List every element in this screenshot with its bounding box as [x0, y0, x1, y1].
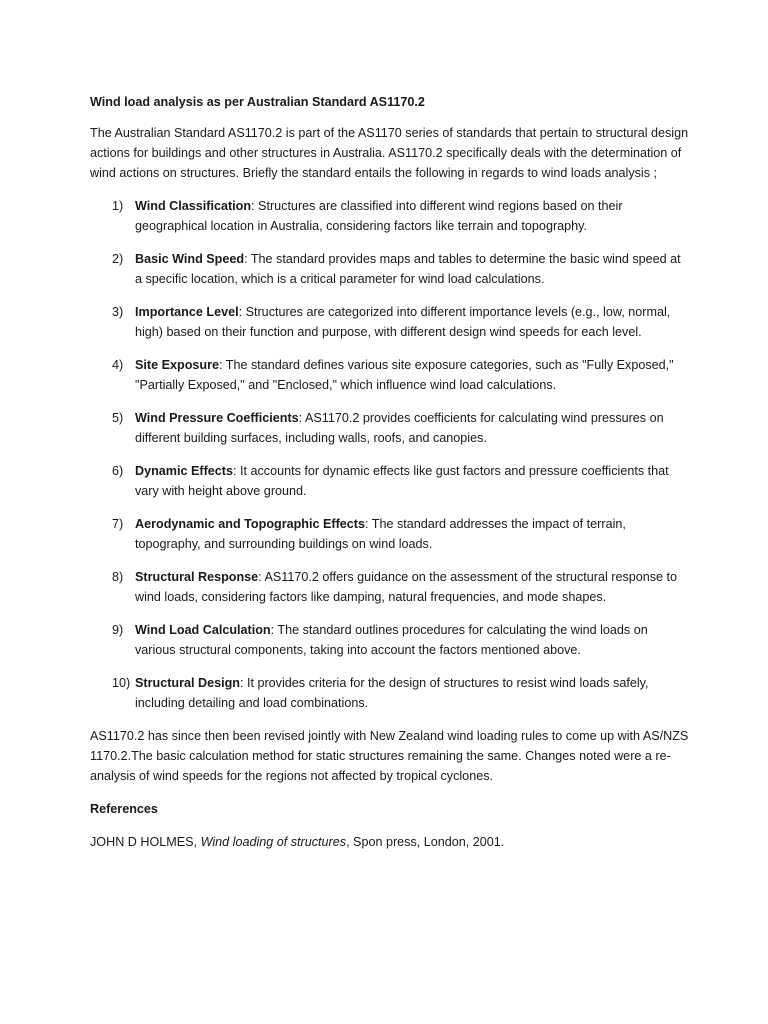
closing-paragraph: AS1170.2 has since then been revised jointly with New Zealand wind loading rules to come up with AS/NZS 1170.2.The basic calculation method for static structures remaining the same. Changes noted were a re-analysis of wind speeds for the regions not affected by tropical cyclones. [90, 729, 689, 783]
list-item-text: : The standard defines various site exposure categories, such as "Fully Exposed," "Partially Exposed," and "Enclosed," which influence wind load calculations. [135, 358, 674, 392]
list-item-term: Wind Pressure Coefficients [135, 411, 299, 425]
list-item [90, 408, 690, 448]
list-item-term: Aerodynamic and Topographic Effects [135, 517, 365, 531]
list-item [90, 620, 690, 660]
list-item [90, 302, 690, 342]
reference-publisher: , Spon press, London, 2001. [346, 835, 505, 849]
list-item [90, 514, 690, 554]
list-item [90, 567, 690, 607]
list-item-text: : The standard addresses the impact of terrain, topography, and surrounding buildings on wind loads. [135, 517, 626, 551]
list-item-number: 7) [112, 517, 124, 531]
list-item-text: : It accounts for dynamic effects like gust factors and pressure coefficients that vary with height above ground. [135, 464, 669, 498]
list-item-number: 1) [112, 199, 124, 213]
list-item-term: Wind Load Calculation [135, 623, 271, 637]
list-item-text: : AS1170.2 offers guidance on the assessment of the structural response to wind loads, considering factors like damping, natural frequencies, and mode shapes. [135, 570, 678, 604]
list-item [90, 355, 690, 395]
list-item-text: : The standard outlines procedures for calculating the wind loads on various structural components, taking into account the factors mentioned above. [135, 623, 648, 657]
list-item-number: 9) [112, 623, 124, 637]
reference-title: Wind loading of structures [200, 835, 347, 849]
list-item-term: Dynamic Effects [135, 464, 233, 478]
list-item-number: 6) [112, 464, 124, 478]
list-item-text: : Structures are categorized into different importance levels (e.g., low, normal, high) based on their function and purpose, with different design wind speeds for each level. [135, 305, 671, 339]
list-item-term: Structural Response [135, 570, 259, 584]
list-item-number: 10) [112, 676, 131, 690]
list-item-number: 2) [112, 252, 124, 266]
list-item [90, 249, 690, 289]
list-item-text: : It provides criteria for the design of structures to resist wind loads safely, including detailing and load combinations. [135, 676, 649, 710]
references-heading: References [90, 802, 158, 816]
list-item-text: : Structures are classified into different wind regions based on their geographical location in Australia, considering factors like terrain and topography. [135, 199, 623, 233]
list-item-term: Importance Level [135, 305, 239, 319]
list-item-term: Site Exposure [135, 358, 219, 372]
document-title: Wind load analysis as per Australian Standard AS1170.2 [90, 95, 425, 109]
intro-paragraph: The Australian Standard AS1170.2 is part of the AS1170 series of standards that pertain to structural design actions for buildings and other structures in Australia. AS1170.2 specifically deals with the determination of wind actions on structures. Briefly the standard entails the following in regards to wind loads analysis ; [90, 126, 689, 180]
list-item [90, 196, 690, 236]
list-item-term: Structural Design [135, 676, 240, 690]
list-item-text: : The standard provides maps and tables to determine the basic wind speed at a specific location, which is a critical parameter for wind load calculations. [135, 252, 681, 286]
list-item-number: 5) [112, 411, 124, 425]
reference-author: JOHN D HOLMES, [90, 835, 201, 849]
list-item-number: 4) [112, 358, 124, 372]
list-item-number: 8) [112, 570, 124, 584]
standard-items-list [90, 196, 690, 713]
list-item [90, 673, 690, 713]
document-page [90, 92, 690, 852]
list-item-text: : AS1170.2 provides coefficients for calculating wind pressures on different building surfaces, including walls, roofs, and canopies. [135, 411, 664, 445]
reference-entry [90, 832, 690, 852]
list-item-term: Wind Classification [135, 199, 252, 213]
list-item-number: 3) [112, 305, 124, 319]
list-item [90, 461, 690, 501]
list-item-term: Basic Wind Speed [135, 252, 245, 266]
